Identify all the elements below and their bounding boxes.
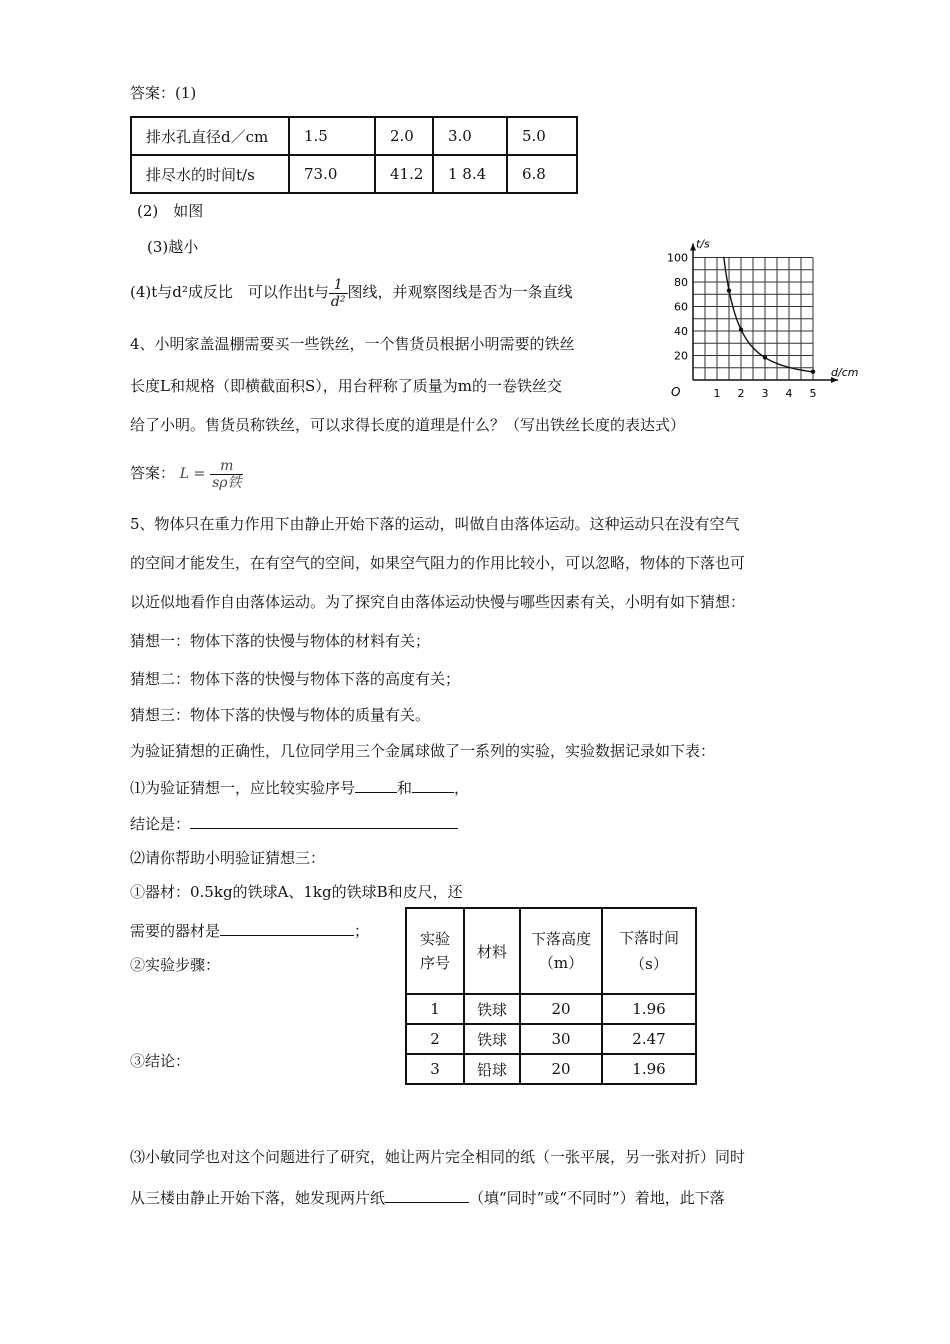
experiment-table xyxy=(405,907,697,1085)
table-cell: 1.96 xyxy=(602,1054,696,1084)
equipment-label: 需要的器材是 xyxy=(130,922,221,940)
answer-2: (2) 如图 xyxy=(137,202,204,220)
formula-lhs: L = xyxy=(179,466,206,482)
header-cell xyxy=(602,908,696,994)
answer-blank[interactable] xyxy=(355,776,397,793)
equipment-line: ①器材：0.5kg的铁球A、1kg的铁球B和皮尺，还 xyxy=(130,883,463,901)
sub-question-1-text: ⑴为验证猜想一，应比较实验序号 xyxy=(130,779,356,797)
q5-intro: 为验证猜想的正确性，几位同学用三个金属球做了一系列的实验，实验数据记录如下表： xyxy=(130,742,716,760)
table-cell: 2 xyxy=(406,1024,464,1054)
guess-2: 猜想二：物体下落的快慢与物体下落的高度有关； xyxy=(130,670,461,688)
table-row xyxy=(406,1024,696,1054)
sub-question-3-text-b: （填“同时”或“不同时”）着地，此下落 xyxy=(469,1189,725,1207)
table-cell: 3 xyxy=(406,1054,464,1084)
table-cell: 20 xyxy=(520,994,602,1024)
header-cell xyxy=(406,908,464,994)
origin-label: O xyxy=(671,385,681,399)
q5-p1: 5、物体只在重力作用下由静止开始下落的运动，叫做自由落体运动。这种运动只在没有空气 xyxy=(130,515,740,533)
q4-answer xyxy=(130,453,243,494)
data-point xyxy=(739,327,743,331)
table-cell: 41.2 xyxy=(375,155,433,193)
table-cell: 排尽水的时间t/s xyxy=(131,155,289,193)
formula-num: m xyxy=(210,458,243,475)
table-row xyxy=(131,155,577,193)
x-tick-label: 2 xyxy=(737,387,745,400)
answer-4-text: (4)t与d²成反比 可以作出t与 xyxy=(130,283,329,301)
formula-fraction xyxy=(210,458,243,491)
formula-den: sρ铁 xyxy=(212,474,242,491)
fit-curve xyxy=(724,257,812,372)
x-tick-label: 5 xyxy=(809,387,817,400)
answer-blank[interactable] xyxy=(385,1186,469,1203)
header-text: 下落时间（s） xyxy=(618,929,679,973)
t-vs-d-chart xyxy=(650,237,859,405)
table-cell: 3.0 xyxy=(433,117,507,155)
y-tick-label: 60 xyxy=(674,300,688,314)
guess-3: 猜想三：物体下落的快慢与物体的质量有关。 xyxy=(130,706,431,724)
data-point xyxy=(763,355,767,359)
x-tick-label: 1 xyxy=(713,387,721,400)
fraction xyxy=(329,277,348,310)
table-cell: 1 8.4 xyxy=(433,155,507,193)
table-cell: 2.0 xyxy=(375,117,433,155)
table-cell: 铅球 xyxy=(464,1054,520,1084)
steps-label: ②实验步骤： xyxy=(130,956,221,974)
x-axis-label: d/cm xyxy=(831,366,859,379)
guess-1: 猜想一：物体下落的快慢与物体的材料有关； xyxy=(130,632,431,650)
y-tick-label: 100 xyxy=(667,251,688,265)
y-axis-label: t/s xyxy=(696,237,710,251)
header-cell: 材料 xyxy=(464,908,520,994)
equipment-blank[interactable] xyxy=(220,919,354,936)
table-cell: 铁球 xyxy=(464,994,520,1024)
sub-question-1 xyxy=(130,776,469,798)
q4-line3: 给了小明。售货员称铁丝，可以求得长度的道理是什么？（写出铁丝长度的表达式） xyxy=(130,416,686,434)
data-point xyxy=(727,288,731,292)
fraction-num: 1 xyxy=(329,277,348,294)
table-row xyxy=(131,117,577,155)
conclusion-label: 结论是： xyxy=(130,815,191,833)
semicolon-text: ； xyxy=(354,922,370,940)
y-tick-label: 20 xyxy=(674,349,688,363)
x-tick-label: 3 xyxy=(761,387,769,400)
header-text: 下落高度（m） xyxy=(531,930,592,972)
conclusion-blank[interactable] xyxy=(190,812,458,829)
table-cell: 20 xyxy=(520,1054,602,1084)
sub-question-3-text: 从三楼由静止开始下落，她发现两片纸 xyxy=(130,1189,386,1207)
table-row xyxy=(406,1054,696,1084)
comma-text: ， xyxy=(454,779,470,797)
drain-table xyxy=(130,116,578,194)
header-text: 实验序号 xyxy=(419,930,450,972)
sub-question-3-line2 xyxy=(130,1186,725,1208)
table-cell: 73.0 xyxy=(289,155,375,193)
q4-line2: 长度L和规格（即横截面积S），用台秤称了质量为m的一卷铁丝交 xyxy=(130,377,562,395)
table-row xyxy=(406,994,696,1024)
q5-p3: 以近似地看作自由落体运动。为了探究自由落体运动快慢与哪些因素有关，小明有如下猜想： xyxy=(130,593,746,611)
q5-p2: 的空间才能发生，在有空气的空间，如果空气阻力的作用比较小，可以忽略，物体的下落也可 xyxy=(130,554,746,572)
table-cell: 6.8 xyxy=(507,155,577,193)
x-tick-label: 4 xyxy=(785,387,793,400)
table-cell: 1.96 xyxy=(602,994,696,1024)
header-cell xyxy=(520,908,602,994)
table-cell: 1.5 xyxy=(289,117,375,155)
fraction-den: d² xyxy=(330,293,346,310)
q4-answer-label: 答案： xyxy=(130,464,176,482)
table-cell: 30 xyxy=(520,1024,602,1054)
answer-3: (3)越小 xyxy=(147,238,199,256)
sub-question-3-line1: ⑶小敏同学也对这个问题进行了研究，她让两片完全相同的纸（一张平展，另一张对折）同时 xyxy=(130,1148,746,1166)
answer-4-text-b: 图线，并观察图线是否为一条直线 xyxy=(347,283,573,301)
data-point xyxy=(811,369,815,373)
table-cell: 1 xyxy=(406,994,464,1024)
answer-blank[interactable] xyxy=(412,776,454,793)
table-cell: 2.47 xyxy=(602,1024,696,1054)
answer-label-1: 答案：(1) xyxy=(130,84,197,102)
table-cell: 铁球 xyxy=(464,1024,520,1054)
y-tick-label: 80 xyxy=(674,276,688,289)
y-tick-label: 40 xyxy=(674,325,688,338)
sub-question-2: ⑵请你帮助小明验证猜想三： xyxy=(130,849,326,867)
table-cell: 5.0 xyxy=(507,117,577,155)
table-cell: 排水孔直径d／cm xyxy=(131,117,289,155)
conclusion-3-label: ③结论： xyxy=(130,1052,191,1070)
conclusion-line xyxy=(130,812,458,834)
table-header-row xyxy=(406,908,696,994)
equipment-needed xyxy=(130,919,369,941)
answer-4 xyxy=(130,272,573,312)
and-text: 和 xyxy=(397,779,413,797)
q4-line1: 4、小明家盖温棚需要买一些铁丝，一个售货员根据小明需要的铁丝 xyxy=(130,335,575,353)
